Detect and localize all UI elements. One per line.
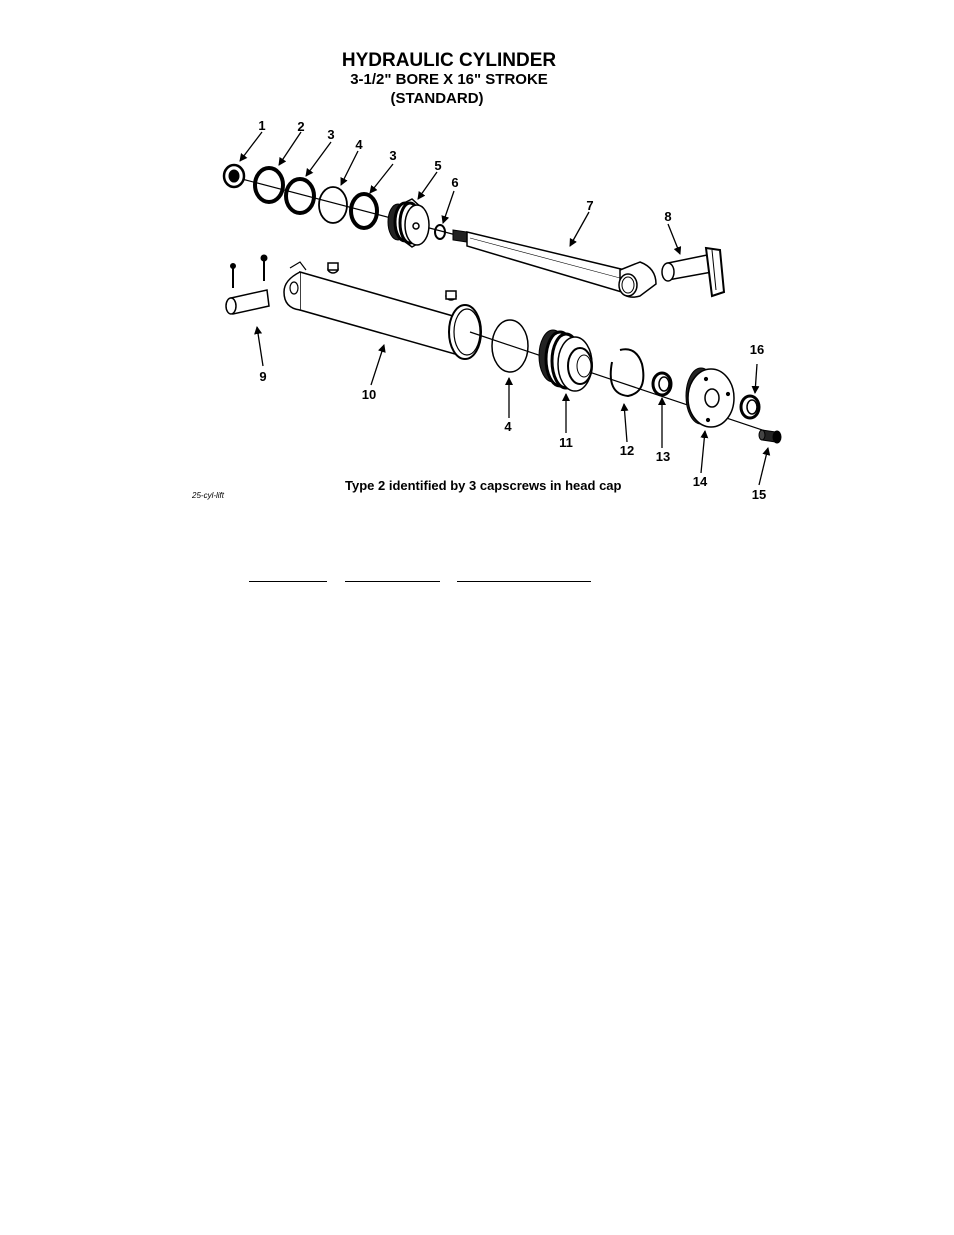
callout-11: 11 [559, 435, 573, 450]
diagram-title: HYDRAULIC CYLINDER [341, 50, 557, 71]
rule-2 [345, 581, 440, 582]
callout-2: 2 [297, 119, 305, 134]
part-13-seal [653, 373, 671, 395]
diagram-variant: (STANDARD) [390, 90, 484, 107]
part-10-barrel [284, 262, 481, 359]
callout-4a: 4 [355, 137, 363, 152]
callout-1: 1 [258, 118, 266, 133]
callout-10: 10 [361, 387, 377, 402]
callout-4b: 4 [504, 419, 512, 434]
part-2-ring [255, 168, 283, 202]
figure-id: 25-cyl-lift [192, 491, 225, 500]
callout-9: 9 [259, 369, 267, 384]
callout-3a: 3 [327, 127, 335, 142]
diagram-subtitle: 3-1/2" BORE X 16" STROKE [350, 71, 548, 88]
callout-13: 13 [655, 449, 671, 464]
part-9-pin [226, 290, 269, 314]
part-11-gland [539, 330, 592, 391]
part-5-piston [388, 199, 429, 247]
part-3-ring-a [286, 179, 314, 213]
rule-1 [249, 581, 327, 582]
part-1-nut [224, 165, 244, 187]
callout-8: 8 [664, 209, 672, 224]
part-16-wiper [741, 396, 759, 418]
callout-12: 12 [619, 443, 635, 458]
cotter-pins [231, 255, 268, 288]
part-8-clevis-pin [662, 248, 724, 296]
barrel-assembly-row [226, 255, 781, 443]
diagram-caption: Type 2 identified by 3 capscrews in head cap [345, 478, 622, 493]
callout-14: 14 [692, 474, 708, 489]
part-14-head-cap [686, 368, 734, 427]
callout-7: 7 [586, 198, 594, 213]
callout-15: 15 [751, 487, 767, 502]
callout-5: 5 [434, 158, 442, 173]
rule-3 [457, 581, 591, 582]
callout-6: 6 [451, 175, 459, 190]
callout-16: 16 [749, 342, 765, 357]
callout-3b: 3 [389, 148, 397, 163]
part-15-capscrew [759, 430, 781, 443]
part-7-piston-rod [453, 230, 656, 297]
